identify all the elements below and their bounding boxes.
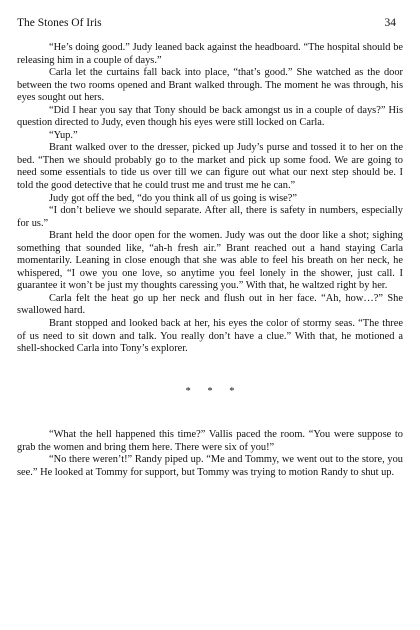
paragraph: “He’s doing good.” Judy leaned back against the headboard. “The hospital should be releasing him in a couple of days.” [17, 42, 403, 66]
paragraph: Judy got off the bed, “do you think all of us going is wise?” [49, 192, 297, 204]
paragraph: Brant walked over to the dresser, picked up Judy’s purse and tossed it to her on the bed. “Then we should probably go to the market and pick up some food. We are going to need some essentials to tide us over till we can figure out what our next step should be. I told the good detective that he could trust me and trust me he can.” [17, 142, 403, 192]
paragraph: Carla felt the heat go up her neck and flush out in her face. “Ah, how…?” She swallowed hard. [17, 292, 403, 317]
running-header-title: The Stones Of Iris [17, 17, 102, 29]
paragraph: “I don’t believe we should separate. After all, there is safety in numbers, especially for us.” [17, 205, 403, 229]
paragraph: “Yup.” [49, 129, 78, 141]
page-body [17, 42, 403, 479]
paragraph: Brant held the door open for the women. Judy was out the door like a shot; sighing something that sounded like, “ah-h fresh air.” Brant reached out a hand staying Carla momentarily. Leaning in close enough that she was able to feel his breath on her neck, he whispered, “I owe you one love, so anytime you feel lonely in the shower, just call. I guarantee it won’t be just my thoughts caressing you.” With that, he waltzed right by her. [17, 230, 403, 292]
page-number: 34 [384, 17, 396, 29]
paragraph: “Did I hear you say that Tony should be back amongst us in a couple of days?” His question directed to Judy, even though his eyes were still locked on Carla. [17, 104, 403, 129]
scene-break: * * * [185, 385, 242, 397]
paragraph: “What the hell happened this time?” Vallis paced the room. “You were suppose to grab the women and bring them here. There were six of you!” [17, 429, 403, 453]
paragraph: “No there weren’t!” Randy piped up. “Me and Tommy, we went out to the store, you see.” He looked at Tommy for support, but Tommy was trying to motion Randy to shut up. [17, 454, 403, 478]
paragraph: Brant stopped and looked back at her, his eyes the color of stormy seas. “The three of us need to sit down and talk. You really don’t have a clue.” With that, he motioned a shell-shocked Carla into Tony’s explorer. [17, 318, 403, 355]
paragraph: Carla let the curtains fall back into place, “that’s good.” She watched as the door between the two rooms opened and Brant walked through. The moment he was through, his eyes sought out hers. [17, 67, 403, 104]
